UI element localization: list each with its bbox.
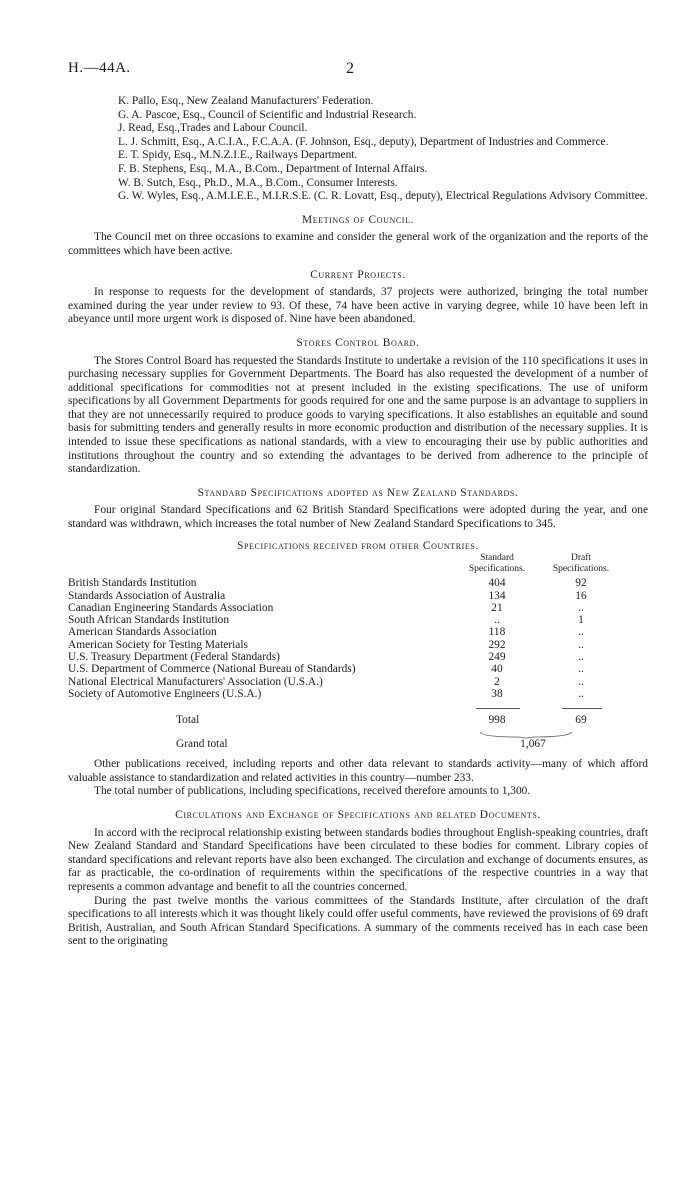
stores-control-heading: Stores Control Board. <box>296 336 420 349</box>
column-header-draft: Draft Specifications. <box>552 553 610 574</box>
total-label: Total <box>176 714 200 727</box>
row-draft-count: .. <box>578 626 584 639</box>
member-item: G. W. Wyles, Esq., A.M.I.E.E., M.I.R.S.E. (C. R. Lovatt, Esq., deputy), Electrical Regulations Advisory Committee. <box>118 190 648 203</box>
table-row <box>68 688 648 700</box>
grand-total-row <box>68 738 648 754</box>
row-draft-count: 16 <box>575 589 587 602</box>
row-organization: American Society for Testing Materials <box>68 638 248 651</box>
circulation-paragraph: In accord with the reciprocal relationship existing between standards bodies throughout English-speaking countries, draft New Zealand Standard and Standard Specifications have been circulated to these bodies for comment. Library copies of standard specifications and relevant reports have also been exchanged. The circulation and exchange of documents ensures, as far as practicable, the co-ordination of requirements within the specifications of the respective countries in a way that represents a common advantage and benefit to all the countries concerned. <box>68 826 648 893</box>
table-row <box>68 614 648 626</box>
row-standard-count: 118 <box>488 626 506 639</box>
table-row <box>68 590 648 602</box>
row-standard-count: 404 <box>488 577 506 590</box>
row-standard-count: 249 <box>488 651 506 663</box>
grand-total-value: 1,067 <box>520 738 546 751</box>
row-organization: U.S. Treasury Department (Federal Standards) <box>68 651 280 663</box>
row-organization: American Standards Association <box>68 626 217 639</box>
page-number: 2 <box>346 60 354 77</box>
row-draft-count: .. <box>578 651 584 663</box>
table-row <box>68 626 648 638</box>
row-draft-count: 92 <box>575 577 587 590</box>
table-row <box>68 651 648 663</box>
member-item: G. A. Pascoe, Esq., Council of Scientific and Industrial Research. <box>118 108 417 121</box>
table-row <box>68 639 648 651</box>
row-standard-count: 2 <box>494 675 500 688</box>
total-standard: 998 <box>488 714 506 727</box>
row-organization: National Electrical Manufacturers' Association (U.S.A.) <box>68 675 323 688</box>
current-projects-paragraph: In response to requests for the development of standards, 37 projects were authorized, bringing the total number examined during the year under review to 93. Of these, 74 have been active in varying degree, while 10 have been left in abeyance until more urgent work is disposed of. Nine have been abandoned. <box>68 286 648 326</box>
table-header <box>68 553 648 577</box>
row-standard-count: 292 <box>488 638 506 651</box>
stores-control-paragraph: The Stores Control Board has requested the Standards Institute to undertake a revision of the 110 specifications it uses in purchasing necessary supplies for Government Departments. The Board has also requested the development of a number of additional specifications for commodities not at present included in the existing specifications. The use of uniform specifications by all Government Departments for goods required for one and the same purpose is an advantage to suppliers in that they are not unnecessarily required to produce goods to varying specifications. It also establishes an equitable and sound basis for submitting tenders and generally results in more economic production and distribution of the necessary supplies. It is intended to issue these specifications as national standards, with a view to encouraging their use by public authorities and institutions throughout the country and so extending the advantages to be derived from adherence to the principle of standardization. <box>68 354 648 476</box>
row-standard-count: 134 <box>488 589 506 602</box>
page-header <box>68 60 632 82</box>
row-standard-count: .. <box>494 614 500 627</box>
row-standard-count: 21 <box>491 601 503 614</box>
committees-paragraph: During the past twelve months the various committees of the Standards Institute, after circulation of the draft specifications to all interests which it was thought likely could offer useful comments, have reviewed the provisions of 69 draft British, Australian, and South African Standard Specifications. A summary of the comments received has in each case been sent to the originating <box>68 894 648 948</box>
post-table-text <box>68 758 648 799</box>
adopted-standards-heading: Standard Specifications adopted as New Zealand Standards. <box>197 486 519 499</box>
table-row <box>68 577 648 589</box>
specifications-table <box>68 553 648 754</box>
total-publications-paragraph: The total number of publications, including specifications, received therefore amounts to 1,300. <box>94 785 531 798</box>
row-draft-count: .. <box>578 663 584 676</box>
row-draft-count: .. <box>578 638 584 651</box>
total-draft: 69 <box>575 714 587 727</box>
row-organization: Society of Automotive Engineers (U.S.A.) <box>68 687 262 700</box>
row-organization: U.S. Department of Commerce (National Bureau of Standards) <box>68 663 356 676</box>
meetings-paragraph: The Council met on three occasions to examine and consider the general work of the organization and the reports of the committees which have been active. <box>68 231 648 257</box>
member-item: F. B. Stephens, Esq., M.A., B.Com., Department of Internal Affairs. <box>118 162 428 175</box>
row-organization: Standards Association of Australia <box>68 589 226 602</box>
adopted-standards-paragraph: Four original Standard Specifications and 62 British Standard Specifications were adopted during the year, and one standard was withdrawn, which increases the total number of New Zealand Standard Specifications to 345. <box>68 504 648 531</box>
row-draft-count: .. <box>578 601 584 614</box>
table-title: Specifications received from other Countries. <box>237 539 479 552</box>
table-row <box>68 663 648 675</box>
page-content <box>68 95 648 949</box>
table-row <box>68 676 648 688</box>
member-item: K. Pallo, Esq., New Zealand Manufacturers' Federation. <box>118 95 374 107</box>
row-organization: British Standards Institution <box>68 577 197 590</box>
total-row <box>68 712 648 730</box>
member-item: E. T. Spidy, Esq., M.N.Z.I.E., Railways Department. <box>118 149 358 162</box>
row-standard-count: 40 <box>491 663 503 676</box>
table-row <box>68 602 648 614</box>
document-reference: H.—44A. <box>68 60 131 76</box>
member-item: W. B. Sutch, Esq., Ph.D., M.A., B.Com., Consumer Interests. <box>118 176 398 189</box>
member-item: L. J. Schmitt, Esq., A.C.I.A., F.C.A.A. (F. Johnson, Esq., deputy), Department of Industries and Commerce. <box>118 135 609 148</box>
row-organization: South African Standards Institution <box>68 614 230 627</box>
grand-total-brace <box>68 730 648 738</box>
member-list <box>118 95 648 204</box>
row-draft-count: 1 <box>578 614 584 627</box>
meetings-heading: Meetings of Council. <box>301 213 415 226</box>
total-rule-standard <box>476 708 520 709</box>
row-organization: Canadian Engineering Standards Association <box>68 601 274 614</box>
row-standard-count: 38 <box>491 687 503 700</box>
circulation-heading: Circulations and Exchange of Specifications and related Documents. <box>175 808 541 821</box>
total-rule-draft <box>562 708 602 709</box>
other-publications-paragraph: Other publications received, including reports and other data relevant to standards activity—many of which afford valuable assistance to standardization and related activities in this country—number 233. <box>68 758 648 784</box>
grand-total-label: Grand total <box>176 738 228 751</box>
member-item: J. Read, Esq.,Trades and Labour Council. <box>118 122 308 135</box>
column-header-standard: Standard Specifications. <box>468 553 526 574</box>
row-draft-count: .. <box>578 675 584 688</box>
current-projects-heading: Current Projects. <box>310 268 406 281</box>
row-draft-count: .. <box>578 687 584 700</box>
